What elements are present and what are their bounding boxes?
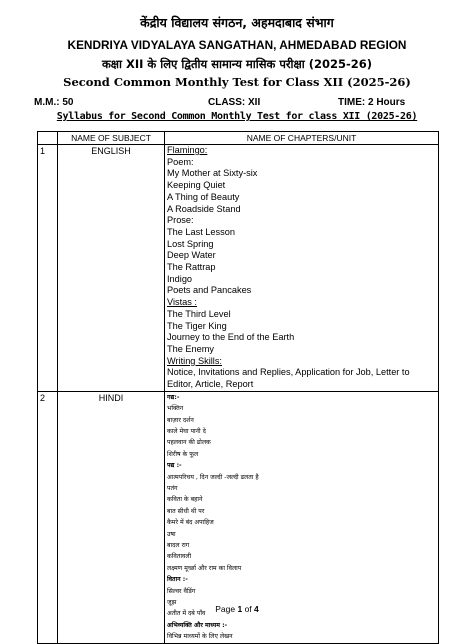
chapter-item: अतीत में दबे पाँव	[167, 610, 206, 618]
chapter-item: बादल राग	[167, 542, 190, 550]
chapter-item: Editor, Article, Report	[167, 379, 254, 390]
max-marks: M.M.: 50	[34, 97, 74, 108]
column-header-subject: NAME OF SUBJECT	[58, 132, 165, 145]
chapter-item: कवितावली	[167, 553, 192, 561]
page-of: of	[242, 604, 255, 614]
subject-name: HINDI	[58, 391, 165, 643]
chapter-item: Poets and Pancakes	[167, 285, 252, 296]
section-heading: गद्य:-	[167, 393, 180, 401]
current-page: 1	[237, 604, 243, 614]
page-footer	[0, 604, 474, 614]
chapter-item: विभिन्न माध्यमों के लिए लेखन	[167, 633, 233, 641]
chapter-item: सिल्वर वैडिंग	[167, 587, 196, 595]
syllabus-title: Syllabus for Second Common Monthly Test for class XII (2025-26)	[56, 111, 418, 122]
chapter-item: Deep Water	[167, 250, 216, 261]
row-number: 2	[38, 391, 58, 643]
section-heading: अभिव्यक्ति और माध्यम :-	[167, 621, 228, 629]
test-title-hindi: कक्षा XII के लिए द्वितीय सामान्य मासिक परीक्षा (2025-26)	[101, 57, 373, 71]
section-heading: Writing Skills:	[167, 355, 222, 366]
chapter-list	[165, 145, 439, 392]
chapter-item: The Enemy	[167, 343, 214, 354]
chapter-item: Notice, Invitations and Replies, Application for Job, Letter to	[167, 367, 410, 378]
test-title-english: Second Common Monthly Test for Class XII (2025-26)	[63, 75, 411, 89]
chapter-item: Journey to the End of the Earth	[167, 332, 295, 343]
chapter-item: आत्मपरिचय , दिन जल्दी -जल्दी ढलता है	[167, 473, 259, 481]
chapter-item: शिरीष के फूल	[167, 450, 199, 458]
chapter-item: The Third Level	[167, 308, 231, 319]
syllabus-table	[37, 131, 439, 644]
chapter-item: The Tiger King	[167, 320, 227, 331]
chapter-item: Keeping Quiet	[167, 180, 226, 191]
row-number: 1	[38, 145, 58, 392]
chapter-item: भक्तिन	[167, 405, 184, 413]
chapter-item: Indigo	[167, 273, 193, 284]
chapter-item: बाज़ार दर्शन	[167, 416, 194, 424]
chapter-item: पहलवान की ढोलक	[167, 439, 211, 447]
total-pages: 4	[254, 604, 259, 614]
chapter-item: Prose:	[167, 215, 194, 226]
class-label: CLASS: XII	[208, 97, 261, 108]
table-row-english	[38, 145, 439, 392]
column-header-sno	[38, 132, 58, 145]
section-heading: Flamingo:	[167, 145, 208, 155]
section-heading: Vistas :	[167, 297, 197, 308]
section-heading: पद्य :-	[167, 462, 182, 470]
chapter-item: A Roadside Stand	[167, 203, 241, 214]
chapter-item: My Mother at Sixty-six	[167, 168, 258, 179]
chapter-item: काले मेघा पानी दे	[167, 427, 206, 435]
chapter-item: कविता के बहाने	[167, 496, 203, 504]
chapter-item: उषा	[167, 530, 176, 538]
org-name-english: KENDRIYA VIDYALAYA SANGATHAN, AHMEDABAD REGION	[67, 38, 407, 52]
chapter-item: लक्ष्मण मूर्च्छा और राम का विलाप	[167, 564, 242, 572]
column-header-chapters: NAME OF CHAPTERS/UNIT	[165, 132, 439, 145]
table-header-row	[38, 132, 439, 145]
chapter-item: The Last Lesson	[167, 226, 235, 237]
time-label: TIME: 2 Hours	[338, 97, 406, 108]
chapter-item: पतंग	[167, 485, 178, 493]
chapter-item: Lost Spring	[167, 238, 214, 249]
org-name-hindi: केंद्रीय विद्यालय संगठन, अहमदाबाद संभाग	[140, 15, 334, 30]
chapter-item: A Thing of Beauty	[167, 191, 240, 202]
subject-name: ENGLISH	[58, 145, 165, 392]
chapter-item: जूझ	[167, 599, 177, 607]
chapter-item: कैमरे में बंद अपाहिज	[167, 519, 214, 527]
chapter-item: बात सीधी थी पर	[167, 507, 205, 515]
chapter-item: Poem:	[167, 156, 194, 167]
page-prefix: Page	[215, 604, 238, 614]
section-heading: वितान :-	[167, 576, 188, 584]
chapter-item: The Rattrap	[167, 262, 216, 273]
